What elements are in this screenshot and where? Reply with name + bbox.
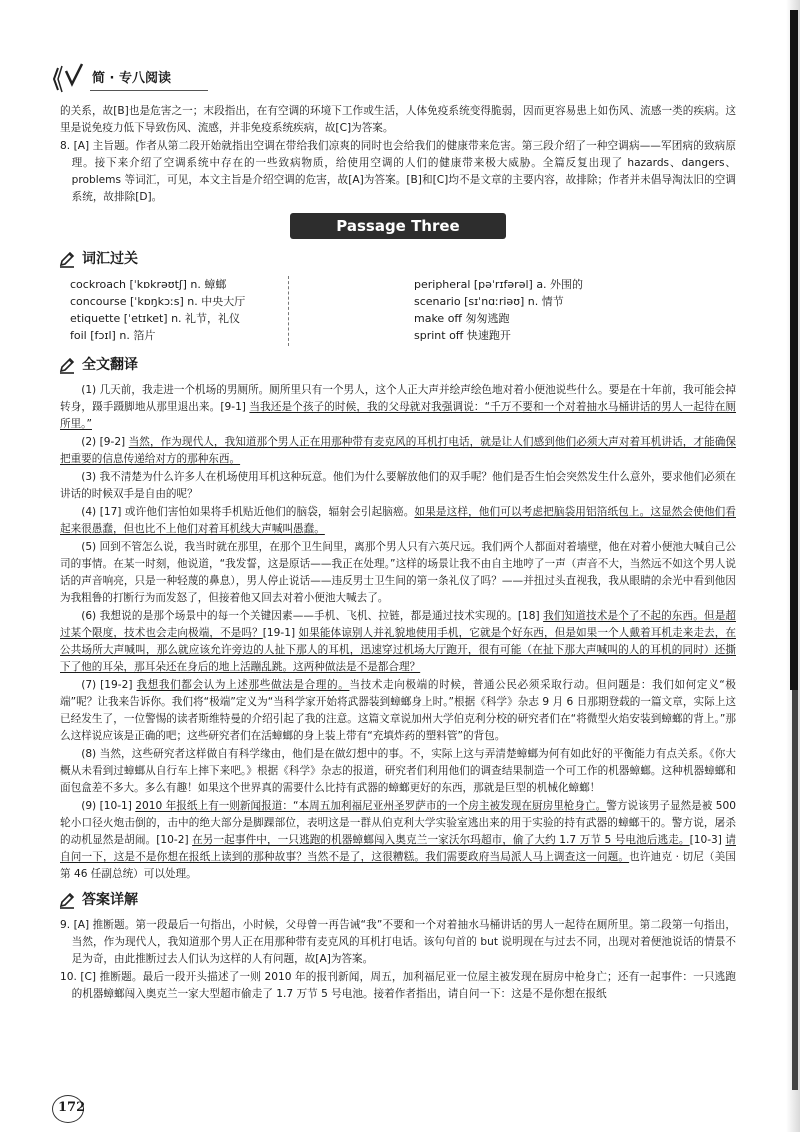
- section-title: 全文翻译: [82, 357, 138, 373]
- translation-paragraph-9: (9) [10-1] 2010 年报纸上有一则新闻报道：“本周五加利福尼亚州圣罗萨市的一个房主被发现在厨房里枪身亡。警方说该男子显然是被 500 轮小口径火炮击倒的，击中的绝大部分是脚踝部位，表明这是一群从伯克利大学实验室逃出来的用于实验的持有武器的蟑螂干的。警方说，屠杀的动机显然是胡闹。[10-2] 在另一起事件中，一只逃跑的机器蟑螂闯入奥克兰一家沃尔玛超市，偷了大约 1.7 万节 5 号电池后逃走。[10-3] 请自问一下，这是不是你想在报纸上读到的那种故事？当然不是了，这很糟糕。我们需要政府当局派人马上调查这一问题。也许迪克 · 切尼（美国第 46 任副总统）可以处理。: [60, 800, 736, 880]
- page-number: [52, 1095, 88, 1121]
- section-answers-heading: [60, 889, 736, 913]
- prev-answer-continuation: 的关系，故[B]也是危害之一；末段指出，在有空调的环境下工作或生活，人体免疫系统变得脆弱，因而更容易患上如伤风、流感一类的疾病。这里是说免疫力低下导致伤风、流感，并非免疫系统疾病，故[C]为答案。: [60, 105, 736, 134]
- underlined-key-sentence: 2010 年报纸上有一则新闻报道：“本周五加利福尼亚州圣罗萨市的一个房主被发现在厨房里枪身亡。: [135, 800, 607, 812]
- vocab-table: [70, 276, 736, 348]
- vocab-column-right: [414, 276, 714, 344]
- header-rule: [90, 90, 208, 91]
- underlined-key-sentence: 请自问一下，这是不是你想在报纸上读到的那种故事？当然不是了，这很糟糕。我们需要政府当局派人马上调查这一问题。: [60, 834, 736, 863]
- vocab-item: peripheral [pəˈrɪfərəl] a. 外围的: [414, 278, 584, 291]
- answer-item-10: 10. [C] 推断题。最后一段开头描述了一则 2010 年的报刊新闻，周五，加利福尼亚一位屋主被发现在厨房中枪身亡；还有一起事件：一只逃跑的机器蟑螂闯入奥克兰一家大型超市偷走了 1.7 万节 5 号电池。接着作者指出，请自问一下：这是不是你想在报纸: [60, 971, 736, 1000]
- vocab-item: etiquette [ˈetɪket] n. 礼节，礼仪: [70, 312, 241, 325]
- underlined-key-sentence: 在另一起事件中，一只逃跑的机器蟑螂闯入奥克兰一家沃尔玛超市，偷了大约 1.7 万节 5 号电池后逃走。: [192, 834, 690, 846]
- underlined-key-sentence: 我想我们都会认为上述那些做法是合理的。: [136, 679, 350, 691]
- translation-paragraph-5: (5) 回到不管怎么说，我当时就在那里，在那个卫生间里，离那个男人只有六英尺远。我们两个人都面对着墙壁，他在对着小便池大喊自己公司的事情。在某一时刻，他说道，“我发誓，这是原话——我正在处理。”这样的场景让我不由自主地哼了一声（声音不大，当然远不如这个男人说话的声音响亮，只是一种轻蔑的鼻息），男人停止说话——违反男士卫生间的第一条礼仪了吗？——并扭过头直视我，我从眼睛的余光中看到他因为我粗鲁的打断行为而发怒了，但接着他又回去对着小便池大喊去了。: [60, 541, 736, 604]
- underlined-key-sentence: 如果能体谅别人并礼貌地使用手机，它就是个好东西，但是如果一个人戴着耳机走来走去，在公共场所大声喊叫，那么就应该允许旁边的人扯下那人的耳机，迅速穿过机场大厅跑开，很有可能（在扯下那大声喊叫的人的耳机的同时）还撕下了他的耳朵，那耳朵还在身后的地上活蹦乱跳。这两种做法是不是都合理？: [60, 627, 736, 673]
- vocab-item: sprint off 快速跑开: [414, 329, 511, 342]
- vocab-divider: [288, 276, 289, 346]
- vocab-item: concourse [ˈkɒŋkɔːs] n. 中央大厅: [70, 295, 246, 308]
- underlined-key-sentence: 如果是这样，他们可以考虑把脑袋用铝箔纸包上。这显然会使他们看起来很愚蠢，但也比不上他们对着耳机线大声喊叫愚蠢。: [60, 506, 736, 535]
- vocab-item: cockroach [ˈkɒkrəʊtʃ] n. 蟑螂: [70, 278, 227, 291]
- spine-shadow-lower: [792, 690, 798, 1090]
- vocab-item: scenario [sɪˈnɑːriəʊ] n. 情节: [414, 295, 564, 308]
- book-spine-edge: [786, 0, 800, 1132]
- translation-paragraph-1: (1) 几天前，我走进一个机场的男厕所。厕所里只有一个男人，这个人正大声并绘声绘色地对着小便池说些什么。要是在十年前，我可能会掉转身，蹑手蹑脚地从那里退出来。[9-1] 当我还是个孩子的时候，我的父母就对我强调说：“千万不要和一个对着抽水马桶讲话的男人一起待在厕所里。”: [60, 384, 737, 430]
- answer-item-9: 9. [A] 推断题。第一段最后一句指出，小时候，父母曾一再告诫“我”不要和一个对着抽水马桶讲话的男人一起待在厕所里。第二段第一句指出，当然，作为现代人，我知道那个男人正在用那种带有麦克风的耳机打电话。该句句首的 but 说明现在与过去不同，出现对着便池说话的情景不足为奇，由此推断过去人们认为这样的人有问题，故[A]为答案。: [60, 919, 736, 965]
- section-vocab-heading: [60, 248, 736, 272]
- translation-paragraph-8: (8) 当然，这些研究者这样做自有科学缘由，他们是在做幻想中的事。不，实际上这与弄清楚蟑螂为何有如此好的平衡能力有点关系。《你大概从未看到过蟑螂从自行车上摔下来吧。》根据《科学》杂志的报道，研究者们利用他们的调查结果制造一个可工作的机器蟑螂。这种机器蟑螂和面包盒差不多大。多么有趣！如果这个世界真的需要什么比持有武器的蟑螂更好的东西，那就是巨型的机械化蟑螂！: [60, 748, 736, 794]
- vocab-item: make off 匆匆逃跑: [414, 312, 510, 325]
- spine-shadow: [790, 10, 798, 690]
- vocab-item: foil [fɔɪl] n. 箔片: [70, 329, 156, 342]
- translation-paragraph-4: (4) [17] 或许他们害怕如果将手机贴近他们的脑袋，辐射会引起脑癌。如果是这样，他们可以考虑把脑袋用铝箔纸包上。这显然会使他们看起来很愚蠢，但也比不上他们对着耳机线大声喊叫愚蠢。: [60, 506, 736, 535]
- header-title: 简 · 专八阅读: [92, 71, 171, 86]
- pencil-icon: [58, 356, 76, 374]
- underlined-key-sentence: 当我还是个孩子的时候，我的父母就对我强调说：“千万不要和一个对着抽水马桶讲话的男人一起待在厕所里。”: [60, 401, 737, 430]
- section-title: 答案详解: [82, 892, 138, 908]
- section-title: 词汇过关: [82, 251, 138, 267]
- translation-paragraph-6: (6) 我想说的是那个场景中的每一个关键因素——手机、飞机、拉链，都是通过技术实现的。[18] 我们知道技术是个了不起的东西。但是超过某个限度，技术也会走向极端，不是吗？[19-1] 如果能体谅别人并礼貌地使用手机，它就是个好东西，但是如果一个人戴着耳机走来走去，在公共场所大声喊叫，那么就应该允许旁边的人扯下那人的耳机，迅速穿过机场大厅跑开，很有可能（在扯下那大声喊叫的人的耳机的同时）还撕下了他的耳朵，那耳朵还在身后的地上活蹦乱跳。这两种做法是不是都合理？: [60, 610, 737, 673]
- section-translation-heading: [60, 354, 736, 378]
- page-content: [60, 103, 736, 1004]
- vocab-column-left: [70, 276, 370, 344]
- translation-paragraph-7: (7) [19-2] 我想我们都会认为上述那些做法是合理的。当技术走向极端的时候，普通公民必须采取行动。但问题是：我们如何定义“极端”呢？让我来告诉你。我们将“极端”定义为“当科学家开始将武器装到蟑螂身上时。”根据《科学》杂志 9 月 6 日那期登载的一篇文章，实际上这已经发生了，一位警惕的读者斯维特曼的介绍引起了我的注意。这篇文章说加州大学伯克利分校的研究者们在“将微型火焰安装到蟑螂的背上。”那么这样说应该是正确的吧；这些研究者们在活蟑螂的身上装上带有“充填炸药的塑料管”的背包。: [60, 679, 736, 742]
- passage-banner: Passage Three: [290, 213, 506, 239]
- translation-paragraph-2: (2) [9-2] 当然，作为现代人，我知道那个男人正在用那种带有麦克风的耳机打电话，就是让人们感到他们必须大声对着耳机讲话，才能确保把重要的信息传递给对方的那种东西。: [60, 436, 736, 465]
- header-logo-icon: [52, 62, 92, 96]
- translation-paragraph-3: (3) 我不清楚为什么许多人在机场使用耳机这种玩意。他们为什么要解放他们的双手呢？他们是否生怕会突然发生什么意外，要求他们必须在讲话的时候双手是自由的呢？: [60, 471, 736, 500]
- underlined-key-sentence: 我们知道技术是个了不起的东西。但是超过某个限度，技术也会走向极端，不是吗？: [60, 610, 737, 639]
- underlined-key-sentence: 当然，作为现代人，我知道那个男人正在用那种带有麦克风的耳机打电话，就是让人们感到他们必须大声对着耳机讲话，才能确保把重要的信息传递给对方的那种东西。: [60, 436, 736, 465]
- passage-banner-wrap: [60, 213, 736, 239]
- pencil-icon: [58, 250, 76, 268]
- page-number-text: 172: [58, 1100, 86, 1115]
- answer-item-8: 8. [A] 主旨题。作者从第二段开始就指出空调在带给我们凉爽的同时也会给我们的健康带来危害。第三段介绍了一种空调病——军团病的致病原理。接下来介绍了空调系统中存在的一些致病物质，给使用空调的人们的健康带来极大威胁。全篇反复出现了 hazards、dangers、problems 等词汇，可见，本文主旨是介绍空调的危害，故[A]为答案。[B]和[C]均不是文章的主要内容，故排除；作者并未倡导淘汰旧的空调系统，故排除[D]。: [60, 140, 736, 203]
- pencil-icon: [58, 891, 76, 909]
